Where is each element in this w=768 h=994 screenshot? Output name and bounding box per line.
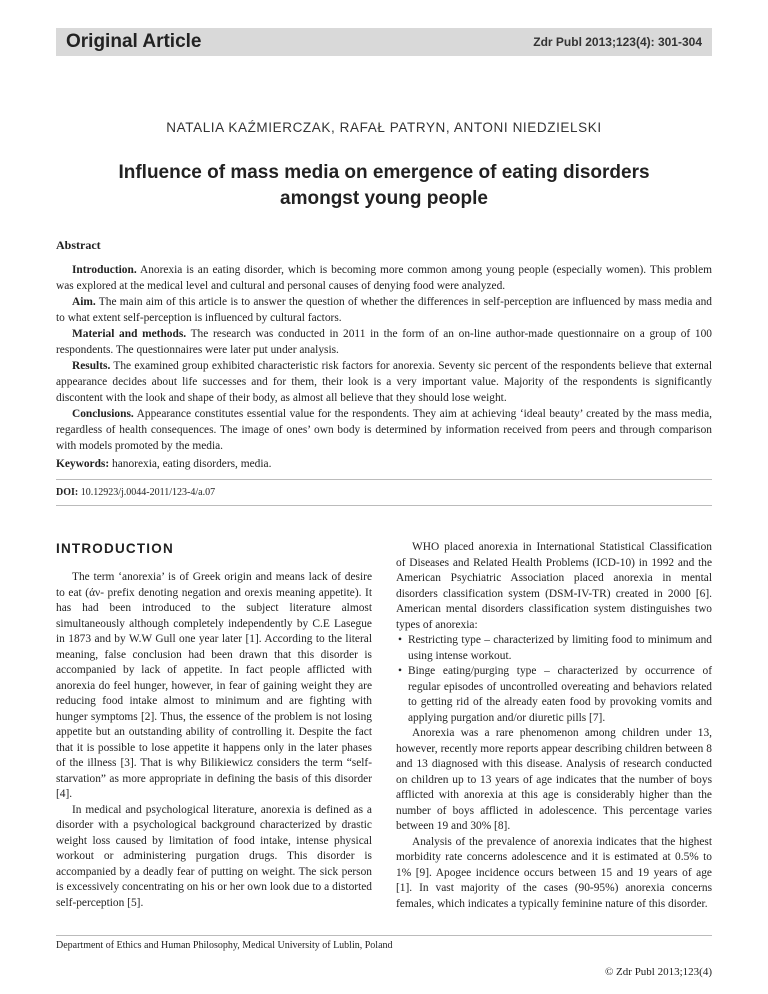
abstract-aim xyxy=(56,294,712,326)
divider xyxy=(56,479,712,480)
abstract-text: The main aim of this article is to answer the question of whether the differences in self-perception are influenced by mass media and to what extent self-perception is influenced by cultural factors. xyxy=(56,296,712,324)
abstract-heading: Abstract xyxy=(56,238,101,252)
abstract-introduction xyxy=(56,262,712,294)
abstract-text: Appearance constitutes essential value for the respondents. They aim at achieving ‘ideal beauty’ created by the mass media, regardless of health consequences. The image of ones’ own body is determined by information received from peers and through comparison with models promoted by the media. xyxy=(56,408,712,452)
footer-copyright: © Zdr Publ 2013;123(4) xyxy=(604,966,712,978)
abstract-label: Aim. xyxy=(72,296,96,308)
footer-divider xyxy=(56,935,712,936)
bullet-icon: • xyxy=(398,665,402,677)
abstract-label: Results. xyxy=(72,360,111,372)
header-bar xyxy=(56,28,712,56)
list-item xyxy=(396,633,712,664)
keywords-label: Keywords: xyxy=(56,458,110,470)
title-line-2: amongst young people xyxy=(280,188,488,209)
abstract-text: The research was conducted in 2011 in the form of an on-line author-made questionnaire on a group of 100 respondents. The questionnaires were later put under analysis. xyxy=(56,328,712,356)
bullet-icon: • xyxy=(398,634,402,646)
title-line-1: Influence of mass media on emergence of eating disorders xyxy=(118,162,650,183)
authors: NATALIA KAŹMIERCZAK, RAFAŁ PATRYN, ANTONI NIEDZIELSKI xyxy=(166,120,602,135)
doi-value[interactable]: 10.12923/j.0044-2011/123-4/a.07 xyxy=(78,487,216,498)
abstract-label: Introduction. xyxy=(72,264,137,276)
abstract-body xyxy=(56,262,712,454)
doi-label: DOI: xyxy=(56,487,79,498)
keywords xyxy=(56,458,271,470)
list-item xyxy=(396,664,712,726)
journal-reference: Zdr Publ 2013;123(4): 301-304 xyxy=(533,35,702,49)
paragraph: The term ‘anorexia’ is of Greek origin and means lack of desire to eat (άν- prefix denoting negation and orexis meaning appetite). It has had been introduced to the subject literature almost simultaneously although completely independently by C.E Lasegue in 1873 and by W.W Gull one year later [1]. According to the literal meaning, false conclusion had been drawn that this disorder is accompanied by lack of appetite. In fact people afflicted with anorexia do feel hunger, however, in fear of gaining weight they are reducing food intake almost to minimum and are fighting with hunger symptoms [2]. Thus, the essence of the problem is not losing appetite but an outstanding ability of controlling it. Despite the fact that it is possible to lose appetite it happens only in the later phases of the illness [3]. That is why Bilikiewicz considers the term “self-starvation” as more appropriate in defining the basis of this disorder [4]. xyxy=(56,571,372,800)
divider xyxy=(56,505,712,506)
keywords-text: hanorexia, eating disorders, media. xyxy=(109,458,272,470)
abstract-results xyxy=(56,358,712,406)
list-item-text: Binge eating/purging type – characterized by occurrence of regular episodes of uncontrolled overeating and behaviors related to getting rid of the already eaten food by provoking vomits and applying purgation and/or diuretic pills [7]. xyxy=(408,665,712,724)
abstract-methods xyxy=(56,326,712,358)
abstract-conclusions xyxy=(56,406,712,454)
left-column xyxy=(56,540,372,911)
abstract-label: Conclusions. xyxy=(72,408,134,420)
article-title xyxy=(90,160,678,212)
right-column xyxy=(396,540,712,912)
abstract-text: Anorexia is an eating disorder, which is becoming more common among young people (especially women). This problem was explored at the medical level and cultural and personal causes of denying food were analyzed. xyxy=(56,264,712,292)
abstract-text: The examined group exhibited characteristic risk factors for anorexia. Seventy sic percent of the respondents believe that external appearance decides about life successes and for them, their look is a very important value. Majority of the respondents is significantly discontent with the look and shape of their body, as almost all believe that they should lose weight. xyxy=(56,360,712,404)
affiliation: Department of Ethics and Human Philosophy, Medical University of Lublin, Poland xyxy=(56,940,393,951)
paragraph: Analysis of the prevalence of anorexia indicates that the highest morbidity rate concerns adolescence and it is estimated at 0.5% to 1% [9]. Apogee incidence occurs between 15 and 19 years of age [1]. In vast majority of the cases (90-95%) anorexia concerns females, which indicates a typically feminine nature of this disorder. xyxy=(396,835,712,910)
section-heading-introduction: INTRODUCTION xyxy=(56,541,174,556)
abstract-label: Material and methods. xyxy=(72,328,187,340)
paragraph: In medical and psychological literature, anorexia is defined as a disorder with a psychological background characterized by drastic weight loss caused by limitation of food intake, intense physical workout or administering purgation drugs. This disorder is accompanied by a deadly fear of putting on weight. The sick person is excessively concentrating on his or her own look due to a distorted self-perception [5]. xyxy=(56,803,372,909)
list-item-text: Restricting type – characterized by limiting food to minimum and using intense workout. xyxy=(408,634,712,662)
doi xyxy=(56,487,215,498)
anorexia-types-list xyxy=(396,633,712,726)
paragraph: WHO placed anorexia in International Statistical Classification of Diseases and Related Health Problems (ICD-10) in 1992 and the American Psychiatric Association placed anorexia in mental disorders classification system (DSM-IV-TR) created in 2000 [6]. American mental disorders classification system distinguishes two types of anorexia: xyxy=(396,541,712,631)
article-type: Original Article xyxy=(66,31,202,52)
paragraph: Anorexia was a rare phenomenon among children under 13, however, recently more reports appear describing children between 8 and 13 diagnosed with this disease. Analysis of research conducted on children up to 13 years of age indicates that the number of boys afflicted with anorexia at this age is considerably higher than the number of boys afflicted in adolescence. This percentage varies between 19 and 30% [8]. xyxy=(396,727,712,832)
